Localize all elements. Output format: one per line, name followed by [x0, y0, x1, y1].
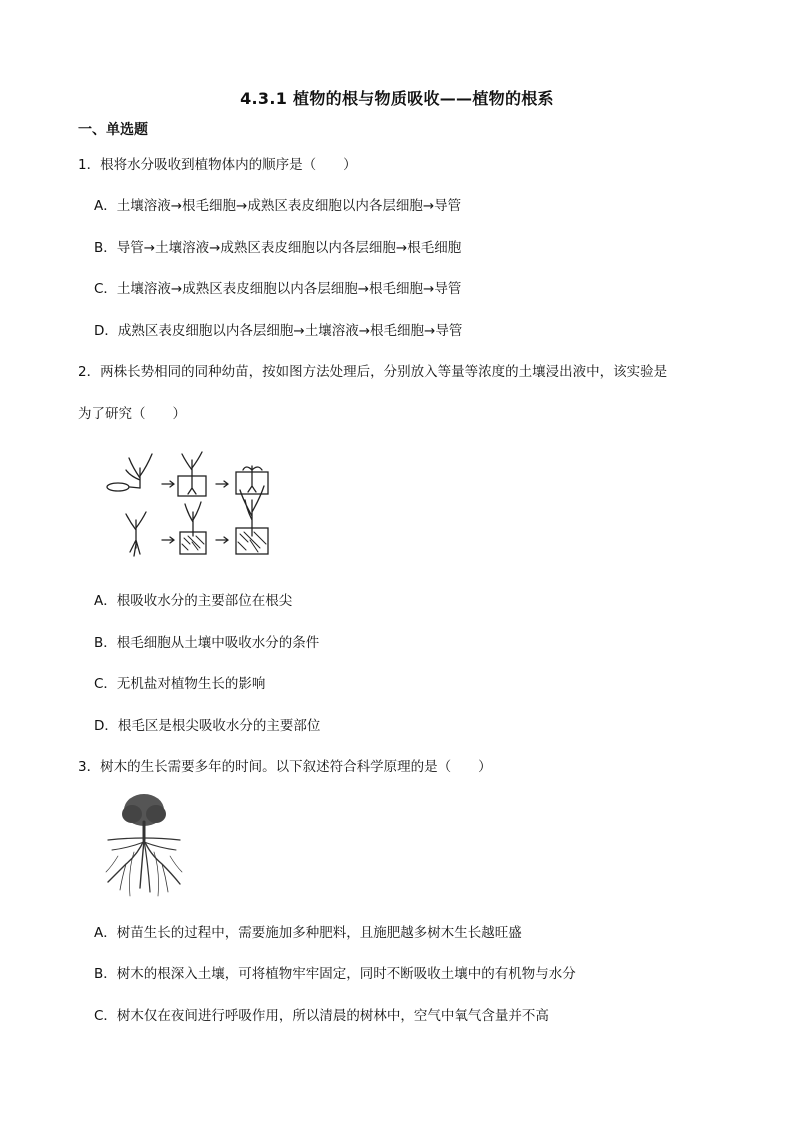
section-heading: 一、单选题	[78, 122, 148, 138]
question-3-option-c: C．树木仅在夜间进行呼吸作用，所以清晨的树林中，空气中氧气含量并不高	[94, 1008, 549, 1024]
question-3-option-a: A．树苗生长的过程中，需要施加多种肥料，且施肥越多树木生长越旺盛	[94, 925, 522, 941]
question-2-option-a: A．根吸收水分的主要部位在根尖	[94, 593, 293, 609]
question-2-option-b: B．根毛细胞从土壤中吸收水分的条件	[94, 635, 320, 651]
question-2-option-d: D．根毛区是根尖吸收水分的主要部位	[94, 718, 321, 734]
question-2-option-c: C．无机盐对植物生长的影响	[94, 676, 266, 692]
tree-roots-figure	[98, 792, 190, 900]
question-2-stem-line2: 为了研究（ ）	[78, 406, 186, 422]
question-2-stem-line1: 2．两株长势相同的同种幼苗，按如图方法处理后，分别放入等量等浓度的土壤浸出液中，该实验是	[78, 364, 668, 380]
question-3-stem: 3．树木的生长需要多年的时间。以下叙述符合科学原理的是（ ）	[78, 759, 492, 775]
question-1-stem: 1．根将水分吸收到植物体内的顺序是（ ）	[78, 157, 357, 173]
seedling-experiment-figure	[100, 440, 280, 562]
question-1-option-b: B．导管→土壤溶液→成熟区表皮细胞以内各层细胞→根毛细胞	[94, 240, 462, 256]
question-3-option-b: B．树木的根深入土壤，可将植物牢牢固定，同时不断吸收土壤中的有机物与水分	[94, 966, 576, 982]
question-1-option-c: C．土壤溶液→成熟区表皮细胞以内各层细胞→根毛细胞→导管	[94, 281, 462, 297]
page-title: 4.3.1 植物的根与物质吸收——植物的根系	[240, 89, 554, 108]
question-1-option-d: D．成熟区表皮细胞以内各层细胞→土壤溶液→根毛细胞→导管	[94, 323, 463, 339]
question-1-option-a: A．土壤溶液→根毛细胞→成熟区表皮细胞以内各层细胞→导管	[94, 198, 462, 214]
